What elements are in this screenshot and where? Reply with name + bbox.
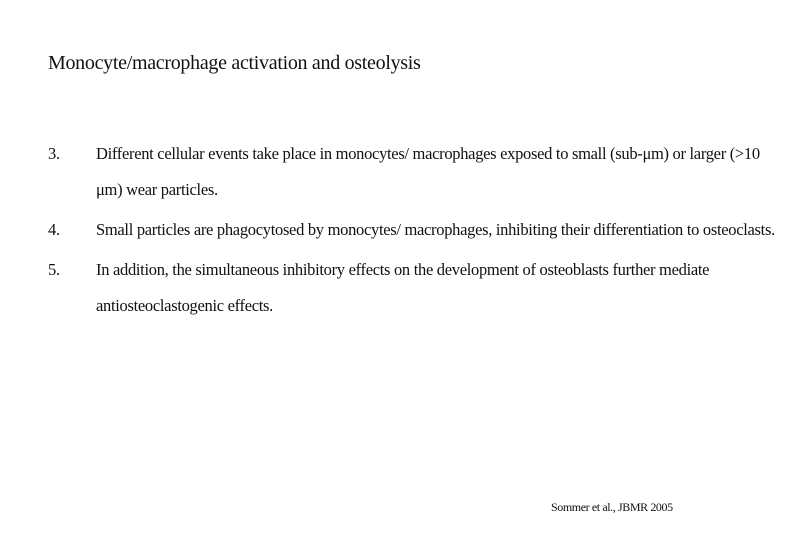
citation: Sommer et al., JBMR 2005 bbox=[551, 500, 673, 514]
list-item-text: Different cellular events take place in monocytes/ macrophages exposed to small (sub-μm) or larger (>10 μm) wear particles. bbox=[96, 144, 760, 199]
slide-title: Monocyte/macrophage activation and osteolysis bbox=[48, 52, 421, 74]
list-item-number: 4. bbox=[48, 220, 60, 239]
list-item-number: 5. bbox=[48, 260, 60, 279]
list-item-text: Small particles are phagocytosed by monocytes/ macrophages, inhibiting their differentiation to osteoclasts. bbox=[96, 220, 775, 239]
list-item bbox=[48, 136, 778, 208]
numbered-list bbox=[48, 136, 778, 328]
list-item bbox=[48, 252, 778, 324]
list-item bbox=[48, 212, 778, 248]
list-item-number: 3. bbox=[48, 144, 60, 163]
list-item-text: In addition, the simultaneous inhibitory effects on the development of osteoblasts further mediate antiosteoclastogenic effects. bbox=[96, 260, 710, 315]
